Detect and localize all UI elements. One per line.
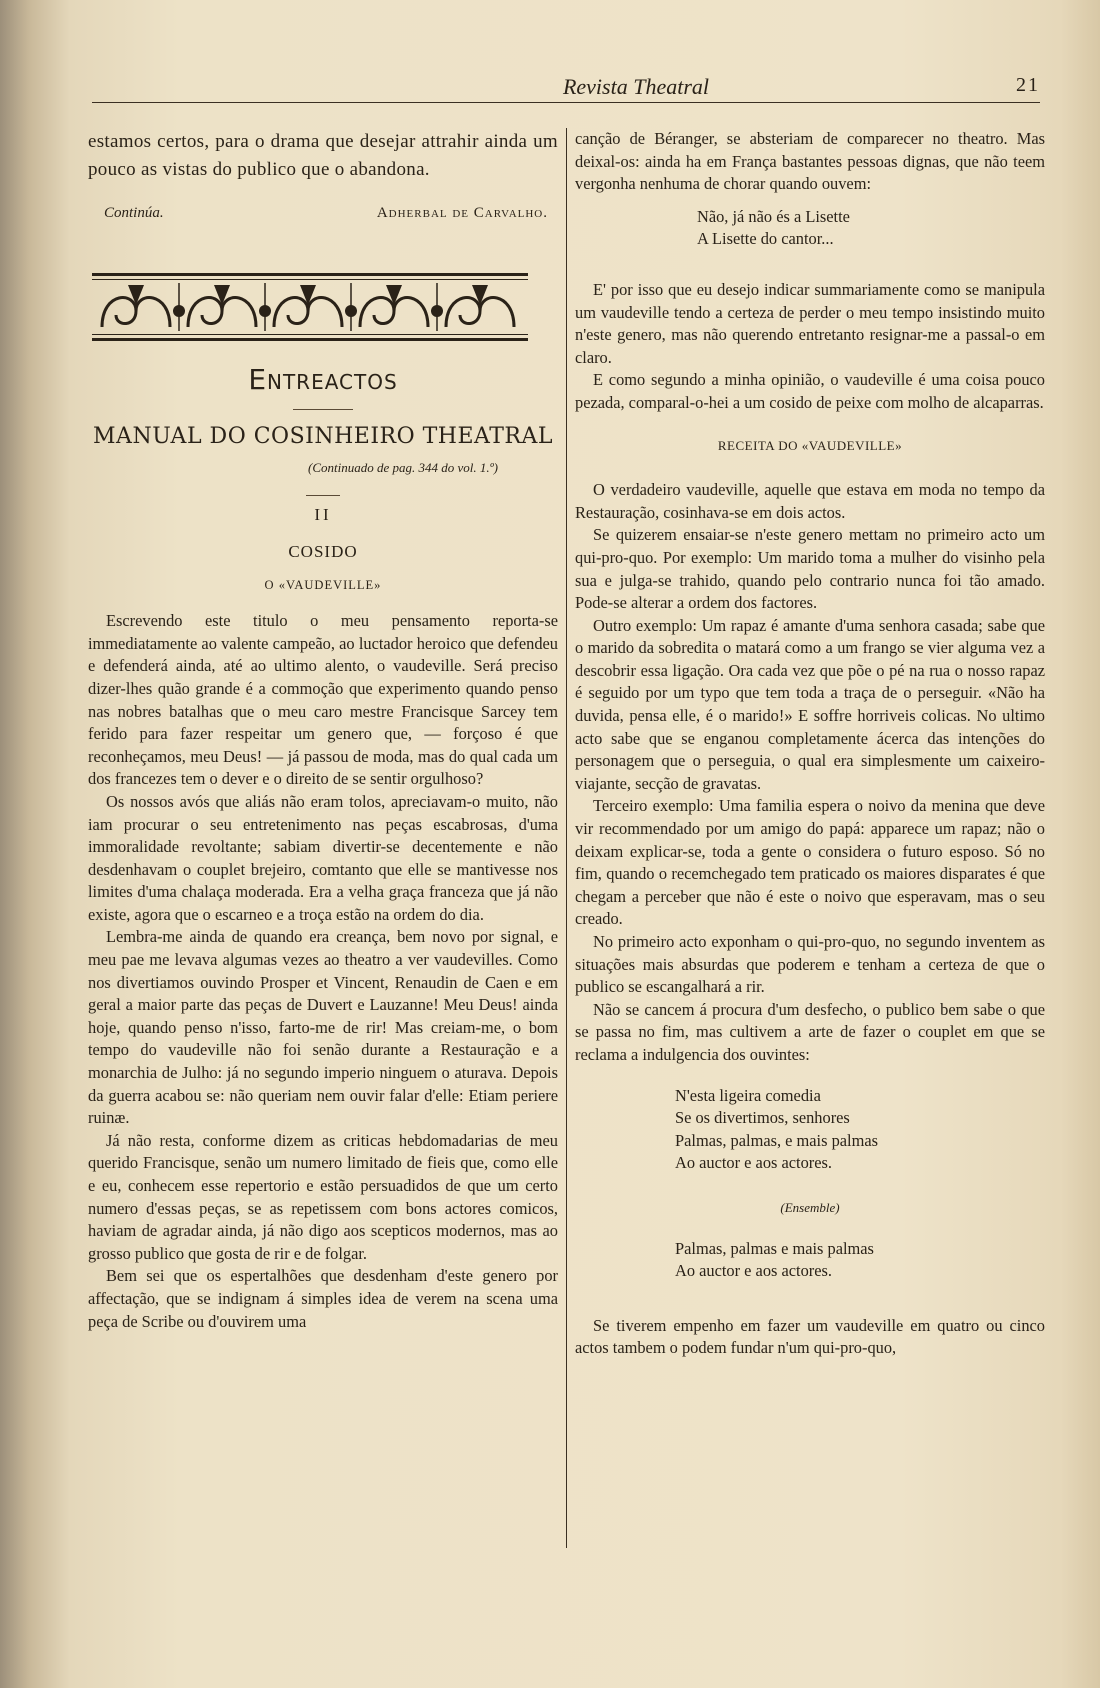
section-title: Entreactos xyxy=(248,362,398,396)
body-paragraph: No primeiro acto exponham o qui-pro-quo, no segundo inventem as situações mais absurdas que poderem e tenham a certeza de que o publico se escangalhará a rir. xyxy=(575,932,1045,997)
verse-line: Ao auctor e aos actores. xyxy=(675,1261,833,1281)
verse-line: Palmas, palmas, e mais palmas xyxy=(675,1130,879,1150)
continued-note: (Continuado de pag. 344 do vol. 1.º) xyxy=(308,459,498,475)
body-paragraph: E' por isso que eu desejo indicar summariamente como se manipula um vaudeville tendo a certeza de perder o meu tempo insistindo muito n'este genero, mas não querendo entretanto resignar-me a passal-o em claro. xyxy=(575,279,1045,367)
recipe-heading: RECEITA DO «VAUDEVILLE» xyxy=(717,437,903,453)
chapter-subtitle: O «VAUDEVILLE» xyxy=(264,577,382,592)
body-paragraph: O verdadeiro vaudeville, aquelle que estava em moda no tempo da Restauração, cosinhava-se em dois actos. xyxy=(575,480,1045,522)
body-paragraph: Terceiro exemplo: Uma familia espera o noivo da menina que deve vir recommendado por um amigo do papá: apparece um rapaz; não o deixam explicar-se, toda a gente o considera o futuro esposo. Só no fim, quando o recemchegado tem praticado os maiores disparates é que chegam a perceber que não é este o noivo que esperavam, mas o seu creado. xyxy=(575,796,1045,929)
decorative-ornament-band xyxy=(88,271,558,343)
verse-line: Não, já não és a Lisette xyxy=(697,206,850,226)
continua-label: Continúa. xyxy=(104,205,164,221)
author-signature: Adherbal de Carvalho. xyxy=(376,205,548,221)
body-paragraph: Bem sei que os espertalhões que desdenham d'este genero por affectação, que se indignam á simples idea de verem na scena uma peça de Scribe ou d'ouvirem uma xyxy=(88,1266,558,1331)
body-paragraph: E como segundo a minha opinião, o vaudeville é uma coisa pouco pezada, comparal-o-hei a um cosido de peixe com molho de alcaparras. xyxy=(575,370,1045,412)
chapter-number: II xyxy=(314,505,332,525)
body-paragraph: Não se cancem á procura d'um desfecho, o publico bem sabe o que se passa no fim, mas cultivem a arte de fazer o couplet em que se reclama a indulgencia dos ouvintes: xyxy=(575,999,1045,1064)
verse-line: Palmas, palmas e mais palmas xyxy=(675,1238,874,1258)
verse-line: N'esta ligeira comedia xyxy=(675,1085,821,1105)
intro-paragraph: estamos certos, para o drama que desejar attrahir ainda um pouco as vistas do publico que o abandona. xyxy=(88,131,558,180)
chapter-rule xyxy=(306,495,340,496)
journal-title: Revista Theatral xyxy=(562,74,710,99)
column-divider xyxy=(566,128,567,1548)
header-rule xyxy=(92,102,1040,103)
body-paragraph: Já não resta, conforme dizem as criticas hebdomadarias de meu querido Francisque, senão um numero limitado de fieis que, como elle e eu, conhecem esse repertorio e estão persuadidos de que um certo numero d'essas peças, se as repetissem com bons actores comicos, haviam de agradar ainda, já não digo aos scepticos modernos, mas ao grosso publico que gosta de rir e de folgar. xyxy=(88,1130,558,1263)
article-subtitle: MANUAL DO COSINHEIRO THEATRAL xyxy=(93,424,553,450)
couplet-verse xyxy=(575,1085,1045,1175)
title-rule xyxy=(293,409,353,410)
right-column xyxy=(575,128,1045,1360)
body-paragraph: Escrevendo este titulo o meu pensamento reporta-se immediatamente ao valente campeão, ao luctador heroico que defendeu e defenderá ainda, até ao ultimo alento, o vaudeville. Será preciso dizer-lhes quão grande é a commoção que experimento quando penso nas nobres batalhas que o meu caro mestre Francisque Sarcey tem ferido para fazer respeitar um genero que, — forçoso é que reconheçamos, meu Deus! — já passou de moda, mas do qual cada um dos francezes tem o dever e o direito de se sentir orgulhoso? xyxy=(88,611,558,789)
verse-line: Ao auctor e aos actores. xyxy=(675,1153,833,1173)
left-column xyxy=(88,128,558,1333)
ensemble-label: (Ensemble) xyxy=(780,1199,840,1215)
body-paragraph: Se tiverem empenho em fazer um vaudeville em quatro ou cinco actos tambem o podem fundar n'um qui-pro-quo, xyxy=(575,1315,1045,1358)
body-paragraph: Outro exemplo: Um rapaz é amante d'uma senhora casada; sabe que o marido da sobredita o matará como a um frango se vier alguma vez a descobrir essa ligação. Ora cada vez que põe o pé na rua o nosso rapaz é seguido por um typo que tem toda a traça de o perseguir. «Não ha duvida, pensa elle, é o marido!» E soffre horriveis colicas. No ultimo acto sabe que se enganou completamente ácerca das intenções do personagem que o perseguia, o qual era simplesmente um caixeiro-viajante, secção de gravatas. xyxy=(575,615,1045,793)
body-paragraph: Lembra-me ainda de quando era creança, bem novo por signal, e meu pae me levava algumas vezes ao theatro a ver vaudevilles. Como nos divertiamos ouvindo Prosper et Vincent, Renaudin de Caen e em geral a maior parte das peças de Duvert e Lauzanne! Meu Deus! ainda hoje, quando penso n'isso, farto-me de rir! Mas creiam-me, o bom tempo do vaudeville não foi senão durante a Restauração e a monarchia de Julho: já no segundo imperio ninguem o aturava. Depois da guerra acabou se: não queriam nem ouvir falar d'elle: Etiam periere ruinæ. xyxy=(88,927,558,1128)
page-number: 21 xyxy=(1016,74,1040,96)
body-paragraph: Os nossos avós que aliás não eram tolos, apreciavam-o muito, não iam procurar o seu entretenimento nas peças escabrosas, d'uma immoralidade revoltante; sabiam divertir-se decentemente e não desdenhavam o couplet brejeiro, comtanto que elle se mantivesse nos limites d'uma chalaça moderada. Era a velha graça franceza que já não existe, agora que o escarneo e a troça estão na ordem do dia. xyxy=(88,791,558,924)
body-paragraph: Se quizerem ensaiar-se n'este genero mettam no primeiro acto um qui-pro-quo. Por exemplo: Um marido toma a mulher do visinho pela sua e julga-se trahido, quando pelo contrario nunca foi tão amado. Pode-se alterar a ordem dos factores. xyxy=(575,525,1045,613)
body-paragraph: canção de Béranger, se absteriam de comparecer no theatro. Mas deixal-os: ainda ha em França bastantes pessoas dignas, que não teem vergonha nenhuma de chorar quando ouvem: xyxy=(575,129,1045,194)
verse-line: Se os divertimos, senhores xyxy=(675,1108,850,1128)
verse-block xyxy=(575,206,1045,251)
signature-line xyxy=(88,202,558,225)
ornament-graphic xyxy=(92,271,528,343)
chorus-verse xyxy=(575,1238,1045,1283)
chapter-title: COSIDO xyxy=(288,541,358,561)
running-header xyxy=(92,72,1040,104)
verse-line: A Lisette do cantor... xyxy=(697,229,834,249)
